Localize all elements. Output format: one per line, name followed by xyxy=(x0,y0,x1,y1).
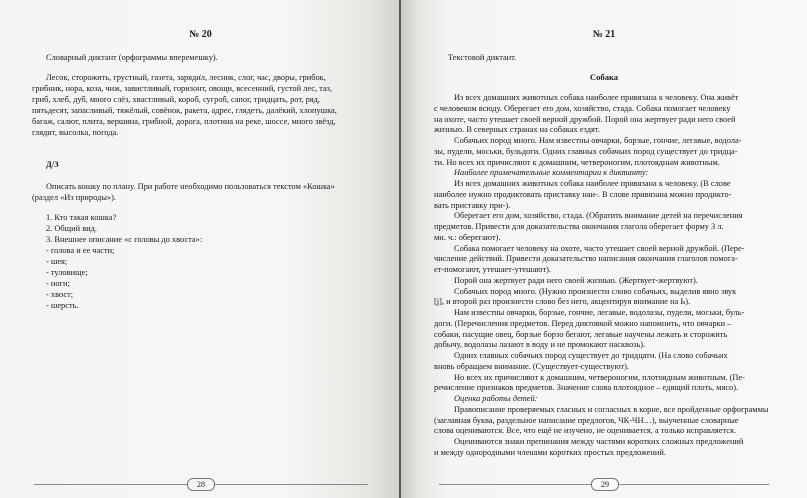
left-subtitle: Словарный диктант (орфограммы вперемешку). xyxy=(46,53,218,62)
dictation-line: предметов. Привести для доказательства окончания глагола оберегает форму 3 л. xyxy=(434,222,724,231)
footer-rule xyxy=(214,484,368,485)
dictation-line: пятьдесят, запасливый, тяжёлый, совёнок, ракета, адрес, глядеть, далёкий, хлопушка, xyxy=(32,106,337,115)
plan-item: - шея; xyxy=(46,257,68,266)
dictation-line: с человеком всюду. Оберегает его дом, хозяйство, стада. Собака помогает человеку xyxy=(434,103,731,113)
dictation-line: числение действий. Привести доказательство написания окончания глаголов помога- xyxy=(434,254,738,264)
plan-item: - туловище; xyxy=(46,268,88,277)
exercise-number-20: № 20 xyxy=(189,29,212,40)
dictation-line: слова оцениваются. Все, что ещё не изучено, не оценивается, а только исправляется. xyxy=(434,426,736,436)
right-page xyxy=(401,0,807,498)
exercise-number-21: № 21 xyxy=(592,29,616,40)
dictation-line: ти. Но всех их причисляют к домашним, четвероногим, плотоядным животным. xyxy=(434,157,720,167)
dictation-line: речисление признаков предметов. Значение слова плотоядное – едящий плоть, мясо). xyxy=(434,383,739,393)
dictation-line: Оценка работы детей: xyxy=(454,394,538,403)
plan-item: 1. Кто такая кошка? xyxy=(46,213,117,222)
dictation-line: гриб, хлеб, дуб, много слёз, хвастливый, короб, сугроб, сапог, тридцать, рот, ряд, xyxy=(32,95,320,104)
text-title: Собака xyxy=(589,72,619,82)
page-number-left xyxy=(0,478,401,490)
page-number-label: 28 xyxy=(187,478,215,491)
dictation-line: Наиболее примечательные комментарии к диктанту: xyxy=(454,168,649,178)
page-number-right xyxy=(401,478,807,490)
dictation-line: Лесок, сторожить, грустный, газета, заряди̇л, лесник, слог, час, дворы, грибок, xyxy=(46,73,326,82)
plan-item: - голова и ее части; xyxy=(46,246,115,255)
plan-item: - шерсть. xyxy=(46,301,79,310)
dictation-line: Но всех их причисляют к домашним, четвероногим, плотоядным животным. (Пе- xyxy=(454,372,745,382)
dictation-line: ет-помогают, утешает-утешают). xyxy=(434,265,551,274)
dictation-line: Порой она жертвует ради него своей жизнью. (Жертвует-жертвуют). xyxy=(454,275,698,285)
dictation-line: вновь обращаем внимание. (Существует-существуют). xyxy=(434,361,629,371)
dictation-line: глядит, высолка, погода. xyxy=(32,128,119,137)
dictation-line: Оберегает его дом, хозяйство, стада. (Обратить внимание детей на перечисления xyxy=(454,211,743,221)
dictation-line: на охоте, часто утешает своей верной дружбой. Порой она жертвует ради него своей xyxy=(434,114,736,124)
footer-rule xyxy=(34,484,188,485)
dictation-line: Собака помогает человеку на охоте, часто утешает своей верной дружбой. (Пере- xyxy=(454,243,745,253)
dictation-line: добычу, водолазы лазают в воду и не промокают насквозь). xyxy=(434,340,646,350)
dictation-line: [j], и второй раз произнести слово без него, акцентируя внимание на Ь). xyxy=(434,297,691,307)
footer-rule xyxy=(439,484,591,485)
plan-item: 3. Внешнее описание «с головы до хвоста»: xyxy=(46,235,203,244)
dictation-line: Правописание проверяемых гласных и согласных в корне, все пройденные орфограммы xyxy=(454,404,769,414)
dictation-line: доги. (Перечисления предметов. Перед диктовкой можно напомнить, что овчарки – xyxy=(434,318,732,328)
dictation-line: Нам известны овчарки, борзые, гончие, легавые, водолазы, пудели, моськи, буль- xyxy=(454,308,745,317)
left-page xyxy=(0,0,401,498)
plan-item: - ноги; xyxy=(46,279,70,288)
footer-rule xyxy=(617,484,769,485)
dictation-line: багаж, салют, плита, вершина, грибной, дорога, плотина на реке, шоссе, много звёзд, xyxy=(32,117,336,126)
page-number-label: 29 xyxy=(591,478,619,491)
dictation-line: вать приставку при-). xyxy=(434,200,511,210)
dictation-line: Собачьих пород много. Нам известны овчарки, борзые, гончие, легавые, водола- xyxy=(454,136,742,145)
homework-heading: Д/З xyxy=(46,160,59,169)
homework-line: Описать кошку по плану. При работе необходимо пользоваться текстом «Кошка» xyxy=(46,182,335,191)
homework-line: (раздел «Из природы»). xyxy=(32,193,116,202)
dictation-line: (заглавная буква, раздельное написание предлогов, ЧК-ЧН…), выученные словарные xyxy=(434,415,739,425)
dictation-line: зы, пудели, моськи, бульдоги. Одних главных собачьих пород существует до тридца- xyxy=(434,146,738,156)
dictation-line: Оцениваются знаки препинания между частями коротких сложных предложений xyxy=(454,437,744,446)
right-subtitle: Текстовой диктант. xyxy=(448,53,517,62)
plan-item: - хвост; xyxy=(46,290,74,299)
dictation-line: мн. ч.: оберегают). xyxy=(434,232,501,242)
dictation-line: наиболее нужно продиктовать приставку наи-. В слове привязана можно продикто- xyxy=(434,189,732,199)
dictation-line: Из всех домашних животных собака наиболее привязана к человеку. (В слове xyxy=(454,179,731,188)
dictation-line: Из всех домашних животных собака наиболее привязана к человеку. Она живёт xyxy=(454,93,739,102)
dictation-line: Собачьих пород много. (Нужно произнести слово собачьих, выделив явно звук xyxy=(454,286,737,296)
plan-item: 2. Общий вид. xyxy=(46,224,97,233)
dictation-line: грибник, нора, коза, чиж, завистливый, горизонт, овощи, всесенний, густой лес, таз, xyxy=(32,84,333,93)
dictation-line: Одних главных собачьих пород существует до тридцати. (На слово собачьих xyxy=(454,351,728,360)
dictation-line: и между однородными членами коротких простых предложений. xyxy=(434,447,666,457)
dictation-line: жизнью. В северных странах на собаках ездят. xyxy=(434,125,600,135)
dictation-line: собаки, пасущие овец, борзые борзо бегают, легавые научены лежать и сторожить xyxy=(434,329,728,339)
